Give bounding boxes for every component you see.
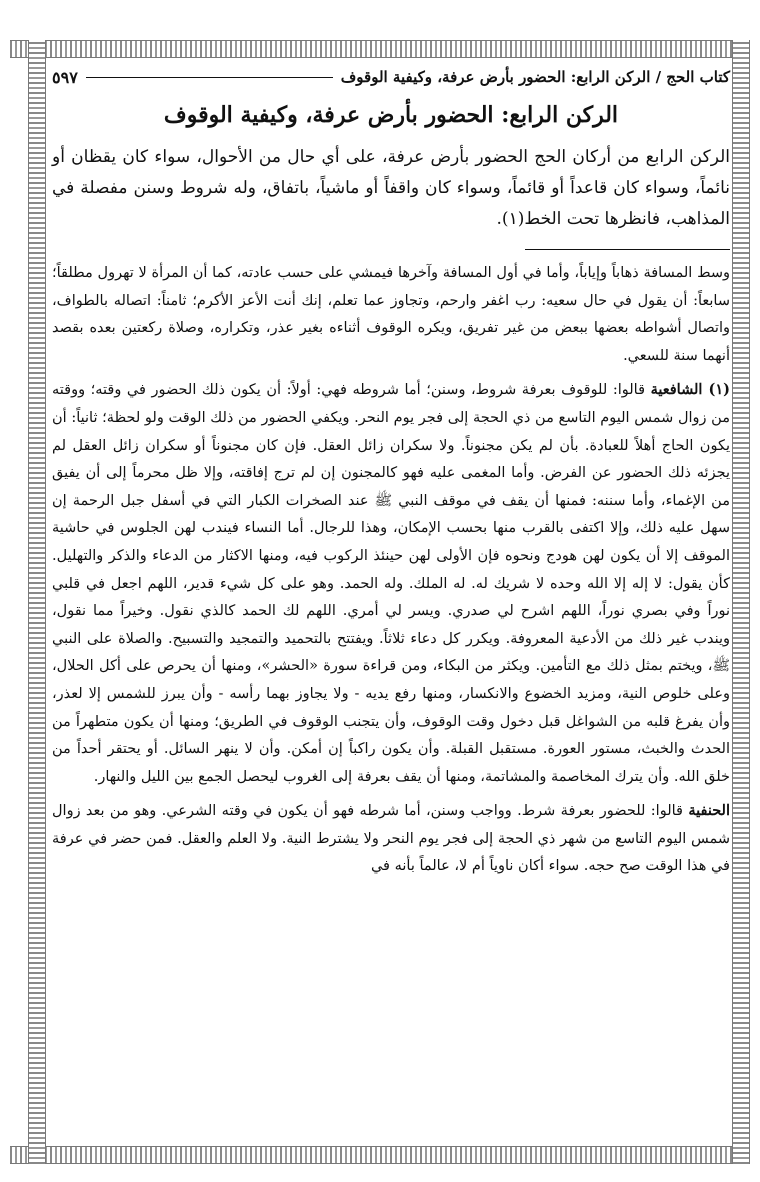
footnote-continuation: وسط المسافة ذهاباً وإياباً، وأما في أول المسافة وآخرها فيمشي على حسب عادته، كما أن المرأة لا تهرول مطلقاً؛ سابعاً: أن يقول في حال سعيه: رب اغفر وارحم، وتجاوز عما تعلم، إنك أنت الأعز الأكرم؛ ثامناً: اتصاله بالطواف، واتصال أشواطه بعضها ببعض من غير تفريق، ويكره الوقوف أثناءه بغير عذر، وتكراره، وصلاة ركعتين بعده بقصد أنهما سنة للسعي. <box>52 265 730 364</box>
page-content <box>52 62 730 1146</box>
footnote-separator <box>525 249 730 250</box>
footnote-shafii <box>52 376 730 791</box>
shafii-text: قالوا: للوقوف بعرفة شروط، وسنن؛ أما شروطه فهي: أولاً: أن يكون ذلك الحضور في وقته؛ ووقته من زوال شمس اليوم التاسع من ذي الحجة إلى فجر يوم النحر. ويكفي الحضور من ذلك الوقت ولو لحظة؛ ثانياً: أن يكون الحاج أهلاً للعبادة. بأن لم يكن مجنوناً. ولا سكران زائل العقل. فإن كان مجنوناً أو سكران زائل العقل لم يجزئه ذلك الحضور عن الفرض. وأما المغمى عليه فهو كالمجنون إن لم ترج إفاقته، وإلا ظل محرماً إلى أن يفيق من الإغماء، وأما سننه: فمنها أن يقف في موقف النبي ﷺ عند الصخرات الكبار التي في أسفل جبل الرحمة إن سهل عليه ذلك، وإلا اكتفى بالقرب منها بحسب الإمكان، وهذا للرجال. أما النساء فيندب لهن الجلوس في حاشية الموقف إلا أن يكون لهن هودج ونحوه فإن الأولى لهن حينئذ الركوب فيه، ومنها الاكثار من الدعاء والذكر والتهليل. كأن يقول: لا إله إلا الله وحده لا شريك له. له الملك. وله الحمد. وهو على كل شيء قدير، اللهم اجعل في قلبي نوراً وفي بصري نوراً، اللهم اشرح لي صدري. ويسر لي أمري. اللهم لك الحمد كالذي نقول. وخيراً مما نقول، ويندب غير ذلك من الأدعية المعروفة. ويكرر كل دعاء ثلاثاً. ويفتتح بالتحميد والتمجيد والتسبيح. والصلاة على النبي ﷺ، ويختم بمثل ذلك مع التأمين. ويكثر من البكاء، ومن قراءة سورة «الحشر»، ومنها أن يحرص على أكل الحلال، وعلى خلوص النية، ومزيد الخضوع والانكسار، ومنها رفع يديه - ولا يجاوز بهما رأسه - وأن يبرز للشمس إلا لعذر، وأن يفرغ قلبه من الشواغل قبل دخول وقت الوقوف، وأن يتجنب الوقوف في الطريق؛ ومنها أن يكون متطهراً من الحدث والخبث، مستور العورة. مستقبل القبلة. وأن يكون راكباً إن أمكن. وأن لا ينهر السائل. أو يحتقر أحداً من خلق الله. وأن يترك المخاصمة والمشاتمة، ومنها أن يقف بعرفة إلى الغروب ليحصل الجمع بين الليل والنهار. <box>52 382 730 785</box>
footnote-hanafi <box>52 797 730 881</box>
main-text <box>52 142 730 235</box>
running-header <box>52 62 730 92</box>
running-header-title: كتاب الحج / الركن الرابع: الحضور بأرض عرفة، وكيفية الوقوف <box>340 68 730 86</box>
hanafi-label: الحنفية <box>688 802 730 820</box>
shafii-label: (١) الشافعية <box>650 381 730 399</box>
ornamental-border-bottom <box>10 1146 750 1164</box>
ornamental-border-left <box>28 40 46 1164</box>
hanafi-text: قالوا: للحضور بعرفة شرط. وواجب وسنن، أما شرطه فهو أن يكون في وقته الشرعي. وهو من بعد زوال شمس اليوم التاسع من شهر ذي الحجة إلى فجر يوم النحر ولا يشترط النية. ولا العلم والعقل. فمن حضر في عرفة في هذا الوقت صح حجه. سواء أكان ناوياً أم لا، عالماً بأنه في <box>52 803 730 875</box>
ornamental-border-top <box>10 40 750 58</box>
running-header-rule <box>86 77 333 78</box>
footnotes <box>52 260 730 881</box>
chapter-title: الركن الرابع: الحضور بأرض عرفة، وكيفية الوقوف <box>163 102 619 128</box>
main-paragraph: الركن الرابع من أركان الحج الحضور بأرض عرفة، على أي حال من الأحوال، سواء كان يقظان أو نائماً، وسواء كان قاعداً أو قائماً، وسواء كان واقفاً أو ماشياً، باتفاق، وله شروط وسنن مفصلة في المذاهب، فانظرها تحت الخط(١). <box>52 147 730 229</box>
page-number: ٥٩٧ <box>52 67 78 87</box>
ornamental-border-right <box>732 40 750 1164</box>
